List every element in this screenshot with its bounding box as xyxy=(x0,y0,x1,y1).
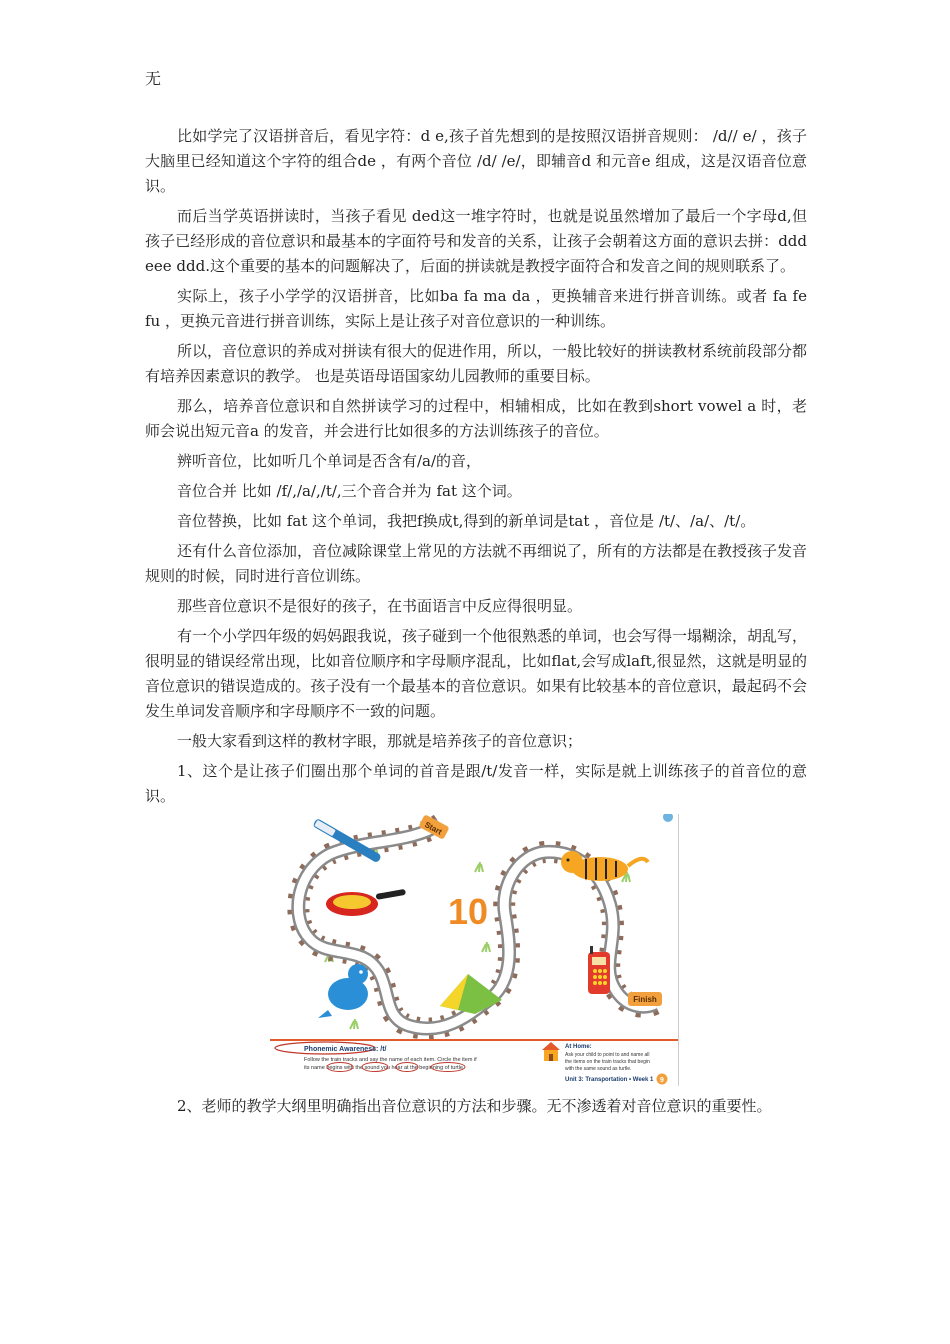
at-home-line: the items on the train tracks that begin xyxy=(565,1059,650,1065)
number-ten: 10 xyxy=(448,891,489,932)
paragraph: 还有什么音位添加，音位减除课堂上常见的方法就不再细说了，所有的方法都是在教授孩子发音规则的时候，同时进行音位训练。 xyxy=(145,542,808,585)
paragraph: 辨听音位，比如听几个单词是否含有/a/的音， xyxy=(177,452,482,470)
finish-sign xyxy=(628,992,662,1006)
at-home-line: with the same sound as turtle. xyxy=(565,1066,632,1072)
body-text xyxy=(145,124,807,1124)
paragraph: 那些音位意识不是很好的孩子，在书面语言中反应得很明显。 xyxy=(177,597,583,615)
worksheet-illustration xyxy=(270,814,678,1086)
worksheet-title: Phonemic Awareness: /t/ xyxy=(304,1046,387,1053)
worksheet-figure xyxy=(270,814,679,1086)
paragraph: 而后当学英语拼读时，当孩子看见 ded这一堆字符时，也就是说虽然增加了最后一个字母d,但孩子已经形成的音位意识和最基本的字面符号和发音的关系，让孩子会朝着这方面的意识去拼：ddd eee ddd.这个重要的基本的问题解决了，后面的拼读就是教授字面符合和发音之间的规则联系了。 xyxy=(145,207,807,275)
paragraph: 实际上，孩子小学学的汉语拼音，比如ba fa ma da ，更换辅音来进行拼音训练。或者 fa fe fu ，更换元音进行拼音训练，实际上是让孩子对音位意识的一种训练。 xyxy=(145,287,807,330)
paragraph: 所以，音位意识的养成对拼读有很大的促进作用，所以，一般比较好的拼读教材系统前段部分都有培养因素意识的教学。 也是英语母语国家幼儿园教师的重要目标。 xyxy=(145,342,808,385)
paragraph: 一般大家看到这样的教材字眼，那就是培养孩子的音位意识； xyxy=(177,732,583,750)
paragraph: 音位合并 比如 /f/,/a/,/t/,三个音合并为 fat 这个词。 xyxy=(177,482,522,500)
finish-label: Finish xyxy=(633,995,657,1004)
telephone-icon xyxy=(588,946,610,994)
paragraph: 有一个小学四年级的妈妈跟我说，孩子碰到一个他很熟悉的单词，也会写得一塌糊涂，胡乱写，很明显的错误经常出现，比如音位顺序和字母顺序混乱，比如flat,会写成laft,很显然，这就是明显的音位意识的错误造成的。孩子没有一个最基本的音位意识。如果有比较基本的音位意识，最起码不会发生单词发音顺序和字母顺序不一致的问题。 xyxy=(145,627,808,720)
unit-label: Unit 3: Transportation • Week 1 xyxy=(565,1077,654,1083)
instruction-line: Follow the train tracks and say the name of each item. Circle the item if xyxy=(304,1057,477,1063)
paragraph: 比如学完了汉语拼音后，看见字符：d e,孩子首先想到的是按照汉语拼音规则： /d// e/ ，孩子大脑里已经知道这个字符的组合de ，有两个音位 /d/ /e/，即辅音d 和元音e 组成，这是汉语音位意识。 xyxy=(145,127,807,195)
instruction-line: its name begins with the sound you hear at the beginning of turtle. xyxy=(304,1065,465,1071)
start-label: Start xyxy=(423,820,444,837)
page-number: 9 xyxy=(660,1077,664,1084)
paragraph: 音位替换，比如 fat 这个单词，我把f换成t,得到的新单词是tat ，音位是 /t/、/a/、/t/。 xyxy=(177,512,756,530)
paragraph: 2、老师的教学大纲里明确指出音位意识的方法和步骤。无不渗透着对音位意识的重要性。 xyxy=(177,1097,772,1115)
paragraph: 1、这个是让孩子们圈出那个单词的首音是跟/t/发音一样，实际是就上训练孩子的首音位的意识。 xyxy=(145,762,807,805)
at-home-title: At Home: xyxy=(565,1044,592,1050)
header-char: 无 xyxy=(145,69,162,88)
paragraph: 那么，培养音位意识和自然拼读学习的过程中，相辅相成，比如在教到short vowel a 时，老师会说出短元音a 的发音，并会进行比如很多的方法训练孩子的音位。 xyxy=(145,397,807,440)
at-home-line: Ask your child to point to and name all xyxy=(565,1052,650,1058)
